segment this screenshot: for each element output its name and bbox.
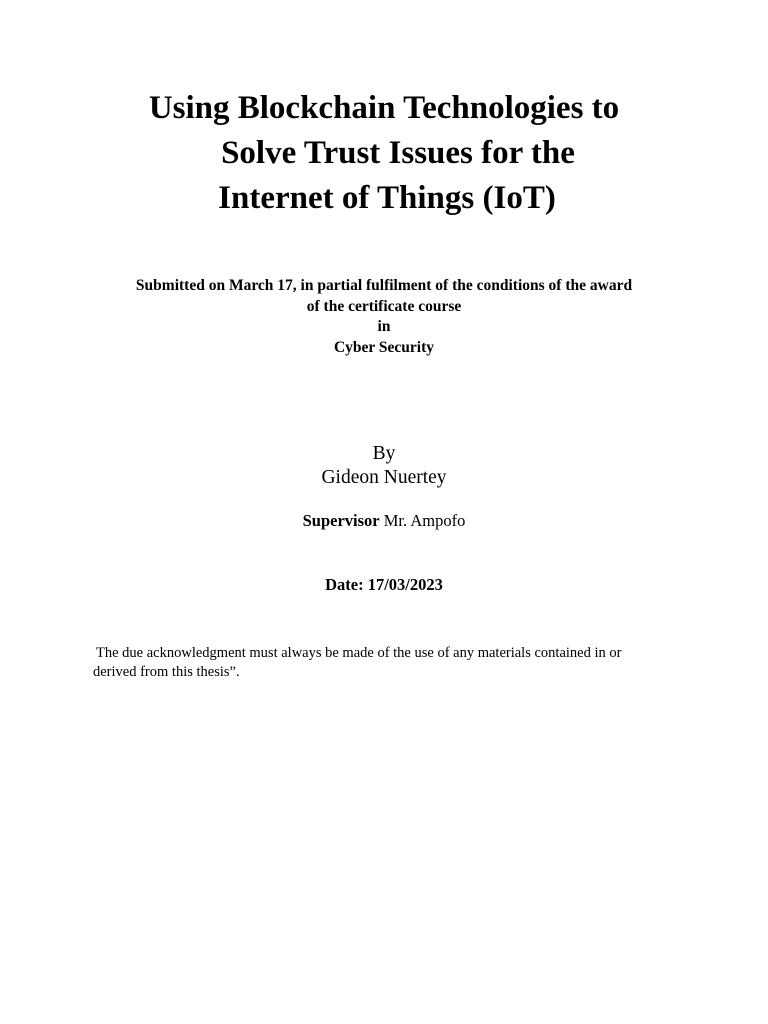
acknowledgment-line-1: The due acknowledgment must always be made of the use of any materials contained in or bbox=[96, 645, 622, 661]
supervisor-name: Mr. Ampofo bbox=[379, 511, 466, 530]
author-name: Gideon Nuertey bbox=[321, 467, 447, 488]
submission-line-4: Cyber Security bbox=[333, 338, 435, 356]
submission-date: Date: 17/03/2023 bbox=[325, 575, 443, 594]
submission-statement bbox=[60, 276, 708, 358]
acknowledgment-note bbox=[93, 644, 683, 682]
supervisor-label: Supervisor bbox=[302, 511, 380, 530]
acknowledgment-line-2: derived from this thesis”. bbox=[93, 664, 240, 680]
submission-line-1: Submitted on March 17, in partial fulfilment of the conditions of the award bbox=[135, 277, 633, 294]
title-line-2: Solve Trust Issues for the bbox=[221, 135, 575, 171]
title-line-3: Internet of Things (IoT) bbox=[218, 180, 556, 216]
by-label: By bbox=[372, 443, 396, 464]
submission-line-2: of the certificate course bbox=[306, 297, 462, 315]
supervisor-line bbox=[0, 510, 768, 532]
submission-line-3: in bbox=[377, 318, 391, 335]
title-line-1: Using Blockchain Technologies to bbox=[148, 90, 620, 126]
author-block bbox=[0, 442, 768, 490]
document-title bbox=[60, 86, 708, 221]
